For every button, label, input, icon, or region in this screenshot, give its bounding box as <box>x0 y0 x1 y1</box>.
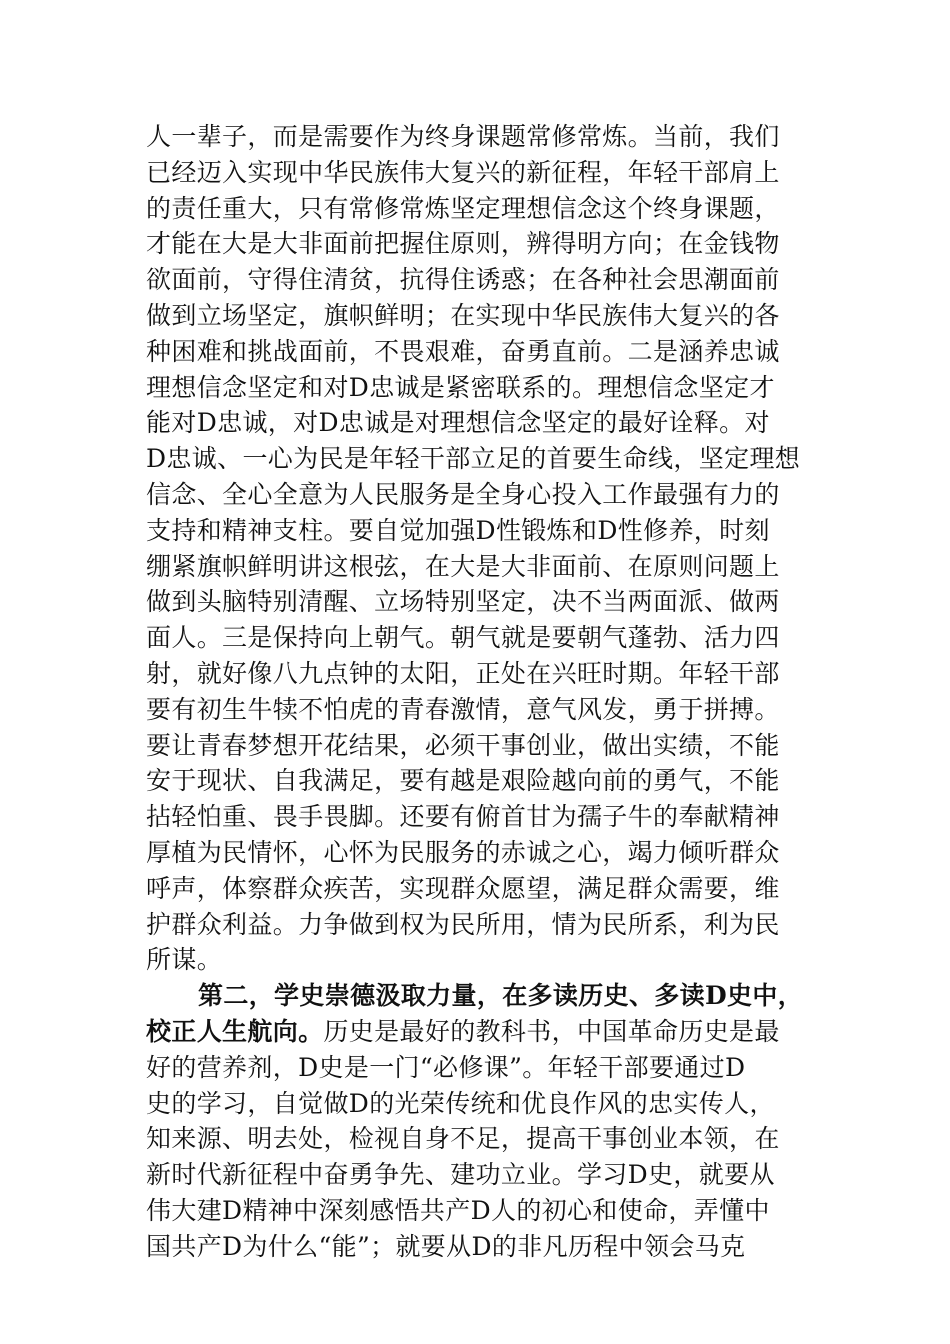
text-line: 新时代新征程中奋勇争先、建功立业。学习D史，就要从 <box>146 1160 775 1190</box>
text-line: 护群众利益。力争做到权为民所用，情为民所系，利为民 <box>146 909 780 939</box>
text-line: 绷紧旗帜鲜明讲这根弦，在大是大非面前、在原则问题上 <box>146 551 780 581</box>
paragraph-1 <box>146 119 811 978</box>
text-line: 面人。三是保持向上朝气。朝气就是要朝气蓬勃、活力四 <box>146 623 780 653</box>
text-line: 伟大建D精神中深刻感悟共产D人的初心和使命，弄懂中 <box>146 1195 770 1225</box>
text-line: D忠诚、一心为民是年轻干部立足的首要生命线，坚定理想 <box>146 444 801 474</box>
text-line: 能对D忠诚，对D忠诚是对理想信念坚定的最好诠释。对 <box>146 408 770 438</box>
text-line: 信念、全心全意为人民服务是全身心投入工作最强有力的 <box>146 479 780 509</box>
text-line: 安于现状、自我满足，要有越是艰险越向前的勇气，不能 <box>146 766 780 796</box>
text-line: 已经迈入实现中华民族伟大复兴的新征程，年轻干部肩上 <box>146 157 780 187</box>
text-line: 史的学习，自觉做D的光荣传统和优良作风的忠实传人， <box>146 1088 775 1118</box>
text-run: 历史是最好的教科书，中国革命历史是最 <box>323 1016 780 1046</box>
text-line: 做到立场坚定，旗帜鲜明；在实现中华民族伟大复兴的各 <box>146 300 780 330</box>
text-line: 呼声，体察群众疾苦，实现群众愿望，满足群众需要，维 <box>146 873 780 903</box>
text-line: 要有初生牛犊不怕虎的青春激情，意气风发，勇于拼搏。 <box>146 694 780 724</box>
text-line: 人一辈子，而是需要作为终身课题常修常炼。当前，我们 <box>146 122 780 151</box>
text-line: 所谋。 <box>146 945 223 975</box>
text-line: 理想信念坚定和对D忠诚是紧密联系的。理想信念坚定才 <box>146 372 775 402</box>
text-line: 知来源、明去处，检视自身不足，提高干事创业本领，在 <box>146 1124 780 1154</box>
text-line: 的责任重大，只有常修常炼坚定理想信念这个终身课题， <box>146 193 780 223</box>
text-line: 厚植为民情怀，心怀为民服务的赤诚之心，竭力倾听群众 <box>146 837 780 867</box>
text-line: 支持和精神支柱。要自觉加强D性锻炼和D性修养，时刻 <box>146 515 770 545</box>
section-heading: 第二，学史崇德汲取力量，在多读历史、多读D史中， <box>198 981 804 1011</box>
text-line: 种困难和挑战面前，不畏艰难，奋勇直前。二是涵养忠诚 <box>146 336 780 366</box>
text-line: 国共产D为什么“能”；就要从D的非凡历程中领会马克 <box>146 1231 746 1261</box>
text-line <box>146 1014 811 1050</box>
text-line: 拈轻怕重、畏手畏脚。还要有俯首甘为孺子牛的奉献精神 <box>146 802 780 832</box>
section-heading-end: 校正人生航向。 <box>146 1016 324 1046</box>
text-line: 才能在大是大非面前把握住原则，辨得明方向；在金钱物 <box>146 229 780 259</box>
text-line: 欲面前，守得住清贫，抗得住诱惑；在各种社会思潮面前 <box>146 265 780 295</box>
paragraph-2 <box>146 978 811 1264</box>
text-line: 射，就好像八九点钟的太阳，正处在兴旺时期。年轻干部 <box>146 658 780 688</box>
text-line: 好的营养剂，D史是一门“必修课”。年轻干部要通过D <box>146 1052 746 1082</box>
document-page <box>146 119 811 1265</box>
text-line: 做到头脑特别清醒、立场特别坚定，决不当两面派、做两 <box>146 587 780 617</box>
text-line: 要让青春梦想开花结果，必须干事创业，做出实绩，不能 <box>146 730 780 760</box>
